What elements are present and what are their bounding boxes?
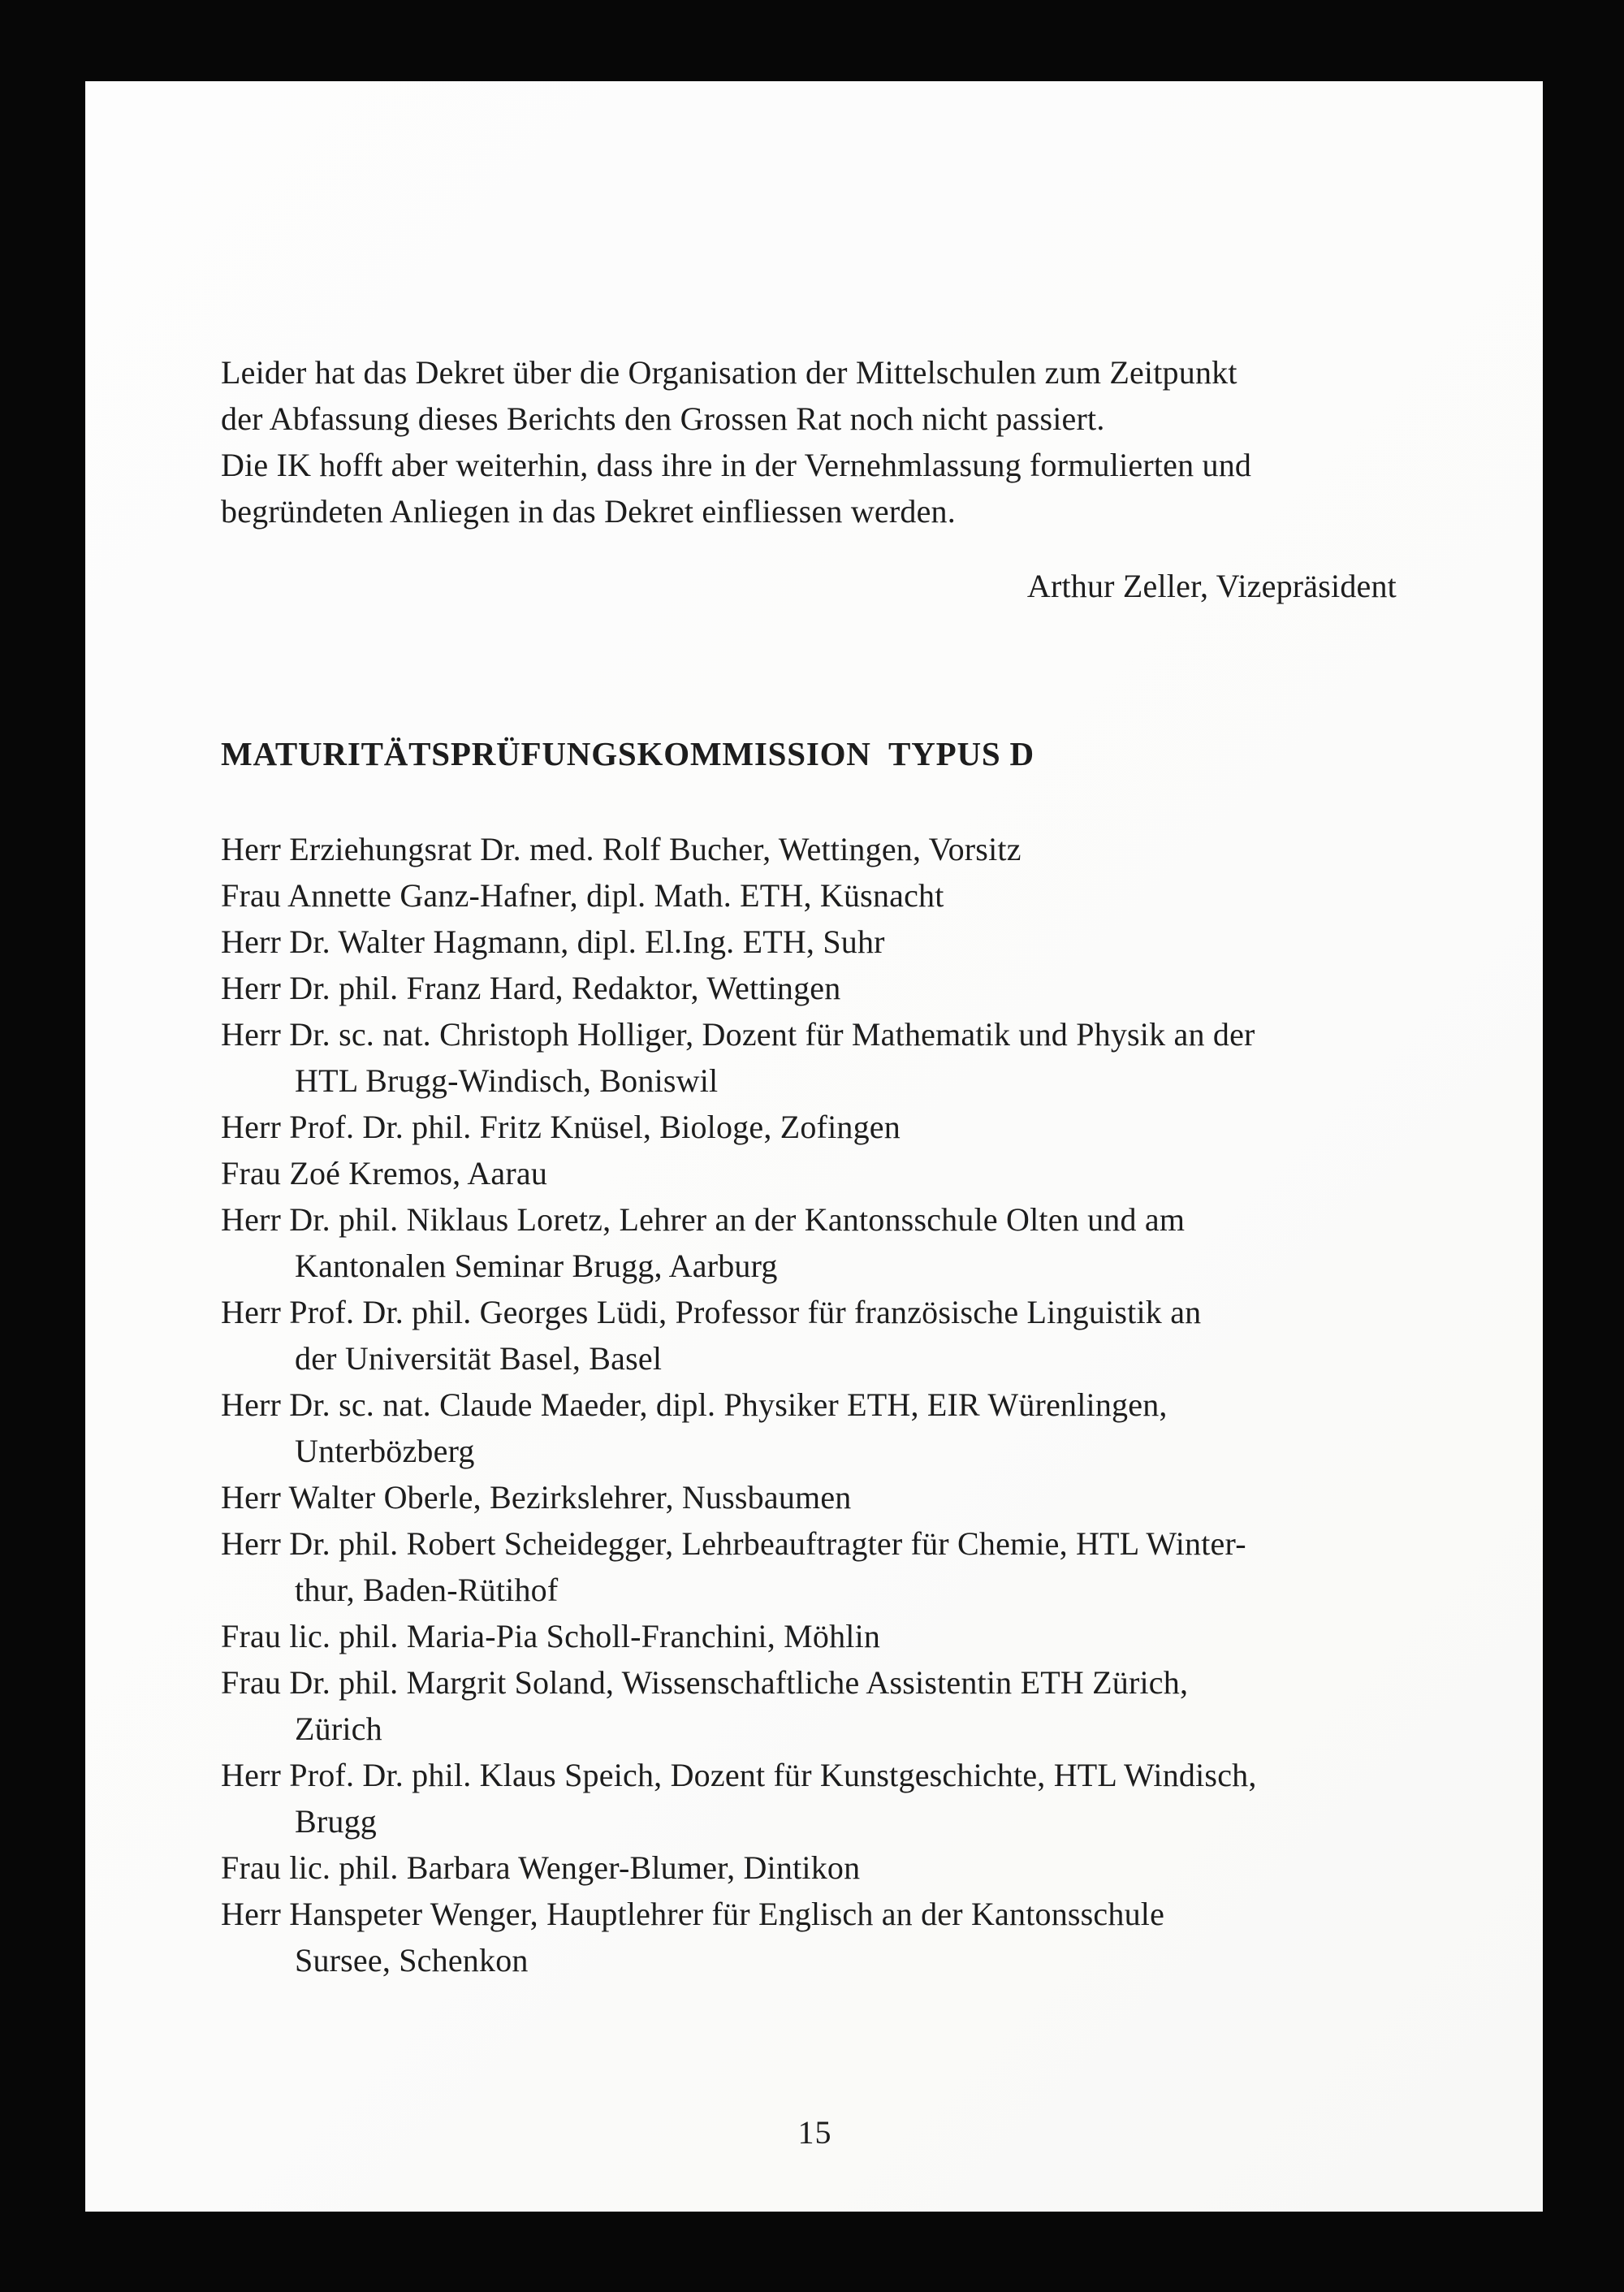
signature-line xyxy=(221,563,1397,609)
member-line: Frau Dr. phil. Margrit Soland, Wissenschaftliche Assistentin ETH Zürich, xyxy=(221,1664,1189,1701)
page-number-text: 15 xyxy=(797,2114,832,2151)
member-line: Frau Annette Ganz-Hafner, dipl. Math. ETH, Küsnacht xyxy=(221,877,944,914)
member-line: Frau Zoé Kremos, Aarau xyxy=(221,1155,548,1191)
member-line: Herr Prof. Dr. phil. Klaus Speich, Dozent für Kunstgeschichte, HTL Windisch, xyxy=(221,1757,1257,1793)
member-line: Herr Dr. sc. nat. Christoph Holliger, Dozent für Mathematik und Physik an der xyxy=(221,1016,1255,1053)
member-line: Herr Dr. phil. Niklaus Loretz, Lehrer an der Kantonsschule Olten und am xyxy=(221,1201,1186,1238)
member-line-continuation: Brugg xyxy=(295,1803,377,1840)
section-heading-text: MATURITÄTSPRÜFUNGSKOMMISSION TYPUS D xyxy=(221,735,1034,772)
member-line-continuation: Kantonalen Seminar Brugg, Aarburg xyxy=(295,1248,778,1284)
member-line: Herr Dr. phil. Franz Hard, Redaktor, Wettingen xyxy=(221,970,841,1006)
member-line: Herr Hanspeter Wenger, Hauptlehrer für Englisch an der Kantonsschule xyxy=(221,1896,1165,1932)
members-list xyxy=(221,826,1409,1983)
member-line: Herr Prof. Dr. phil. Fritz Knüsel, Biologe, Zofingen xyxy=(221,1109,901,1145)
paragraph-line: Leider hat das Dekret über die Organisation der Mittelschulen zum Zeitpunkt xyxy=(221,354,1237,391)
member-line-continuation: thur, Baden-Rütihof xyxy=(295,1572,559,1608)
member-line-continuation: der Universität Basel, Basel xyxy=(295,1340,663,1377)
intro-paragraph xyxy=(221,349,1409,534)
member-line-continuation: Unterbözberg xyxy=(295,1433,475,1469)
section-heading xyxy=(221,731,1409,777)
member-line: Herr Dr. Walter Hagmann, dipl. El.Ing. ETH, Suhr xyxy=(221,923,885,960)
member-line: Herr Dr. sc. nat. Claude Maeder, dipl. Physiker ETH, EIR Würenlingen, xyxy=(221,1386,1168,1423)
signature-text: Arthur Zeller, Vizepräsident xyxy=(1026,568,1397,604)
member-line: Herr Walter Oberle, Bezirkslehrer, Nussbaumen xyxy=(221,1479,852,1516)
member-line: Frau lic. phil. Maria-Pia Scholl-Franchini, Möhlin xyxy=(221,1618,881,1654)
document-page xyxy=(85,81,1543,2212)
member-line: Herr Dr. phil. Robert Scheidegger, Lehrbeauftragter für Chemie, HTL Winter- xyxy=(221,1525,1246,1562)
member-line: Herr Erziehungsrat Dr. med. Rolf Bucher, Wettingen, Vorsitz xyxy=(221,831,1021,867)
member-line: Frau lic. phil. Barbara Wenger-Blumer, Dintikon xyxy=(221,1849,861,1886)
page-number xyxy=(221,2109,1409,2156)
paragraph-line: der Abfassung dieses Berichts den Grossen Rat noch nicht passiert. xyxy=(221,400,1105,437)
member-line-continuation: HTL Brugg-Windisch, Boniswil xyxy=(295,1062,719,1099)
member-line-continuation: Zürich xyxy=(295,1710,382,1747)
paragraph-line: Die IK hofft aber weiterhin, dass ihre in der Vernehmlassung formulierten und xyxy=(221,447,1252,483)
paragraph-line: begründeten Anliegen in das Dekret einfliessen werden. xyxy=(221,493,956,530)
member-line-continuation: Sursee, Schenkon xyxy=(295,1942,529,1978)
member-line: Herr Prof. Dr. phil. Georges Lüdi, Professor für französische Linguistik an xyxy=(221,1294,1202,1330)
